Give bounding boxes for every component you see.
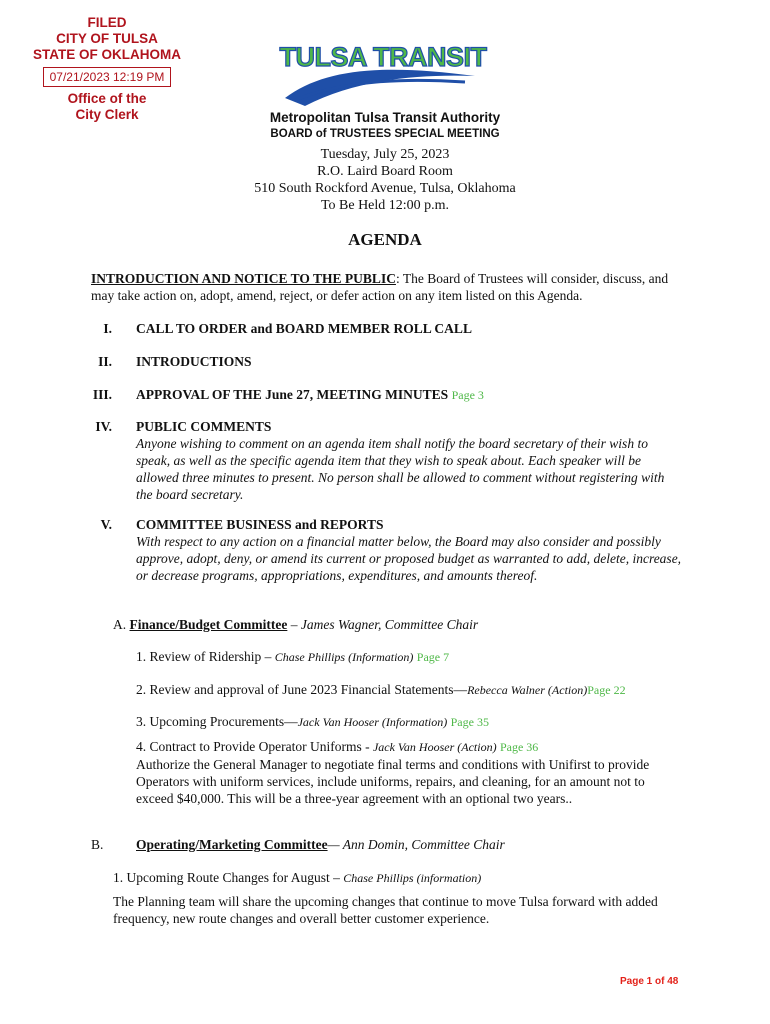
sub-item-description: Authorize the General Manager to negotiate final terms and conditions with Unifirst to provide Operators with uniform services, include uniforms, repairs, and cleaning, for an amount not to exceed $40,000. This will be a three-year agreement with an optional two years.. bbox=[136, 757, 650, 806]
intro-text: : The Board of Trustees will consider, discuss, and may take action on, adopt, amend, reject, or defer action on any item listed on this Agenda. bbox=[91, 271, 669, 303]
item-note: With respect to any action on a financial matter below, the Board may also consider and possibly approve, adopt, deny, or amend its current or proposed budget as warranted to add, delete, increase, or decrease programs, appropriations, expenditures, and amounts thereof. bbox=[136, 534, 682, 583]
page-reference-link[interactable]: Page 35 bbox=[450, 715, 489, 729]
page-number: Page 1 of 48 bbox=[620, 976, 679, 987]
item-number: IV. bbox=[95, 419, 112, 434]
item-number: I. bbox=[103, 321, 112, 336]
presenter: Rebecca Walner (Action) bbox=[467, 683, 588, 697]
sub-item-text: 4. Contract to Provide Operator Uniforms - bbox=[136, 739, 373, 754]
tulsa-transit-logo bbox=[265, 40, 505, 110]
filing-stamp bbox=[18, 15, 196, 123]
committee-letter: B. bbox=[91, 837, 104, 852]
meeting-room: R.O. Laird Board Room bbox=[317, 164, 453, 179]
stamp-filed: FILED bbox=[87, 15, 127, 30]
stamp-city: CITY OF TULSA bbox=[56, 31, 158, 46]
committee-chair: – James Wagner, Committee Chair bbox=[287, 617, 479, 632]
sub-item-text: 2. Review and approval of June 2023 Financial Statements— bbox=[136, 682, 468, 697]
item-title: INTRODUCTIONS bbox=[136, 354, 252, 369]
committee-name: Finance/Budget Committee bbox=[129, 617, 288, 632]
committee-name: Operating/Marketing Committee bbox=[136, 837, 328, 852]
item-number: II. bbox=[98, 354, 112, 369]
committee-b-item-1 bbox=[113, 869, 481, 887]
committee-a-item-2 bbox=[136, 681, 626, 699]
committee-a-item-4 bbox=[136, 738, 681, 807]
agenda-title: AGENDA bbox=[348, 230, 422, 249]
item-note: Anyone wishing to comment on an agenda item shall notify the board secretary of their wish to speak, as well as the specific agenda item that they wish to speak about. Each speaker will be allowed three minutes to present. No person shall be allowed to comment without registering with the board secretary. bbox=[136, 436, 665, 502]
committee-letter: A. bbox=[113, 617, 127, 632]
stamp-state: STATE OF OKLAHOMA bbox=[33, 47, 181, 62]
item-number: V. bbox=[100, 517, 112, 532]
stamp-datetime: 07/21/2023 12:19 PM bbox=[43, 67, 172, 87]
meeting-address: 510 South Rockford Avenue, Tulsa, Oklahoma bbox=[254, 181, 516, 196]
meeting-date: Tuesday, July 25, 2023 bbox=[320, 147, 450, 162]
item-number: III. bbox=[92, 387, 112, 402]
org-name: Metropolitan Tulsa Transit Authority bbox=[269, 110, 501, 125]
committee-b-heading bbox=[91, 836, 681, 853]
presenter: Jack Van Hooser (Action) bbox=[372, 740, 497, 754]
page-reference-link[interactable]: Page 36 bbox=[499, 740, 539, 754]
intro-notice bbox=[91, 270, 685, 304]
sub-item-text: 3. Upcoming Procurements— bbox=[136, 714, 298, 729]
intro-label: INTRODUCTION AND NOTICE TO THE PUBLIC bbox=[91, 271, 396, 286]
presenter: Chase Phillips (Information) bbox=[274, 650, 414, 664]
sub-item-text: 1. Upcoming Route Changes for August – bbox=[113, 870, 344, 885]
item-title: CALL TO ORDER and BOARD MEMBER ROLL CALL bbox=[136, 321, 472, 336]
item-title: COMMITTEE BUSINESS and REPORTS bbox=[136, 517, 384, 532]
meeting-time: To Be Held 12:00 p.m. bbox=[320, 198, 450, 213]
sub-item-text: 1. Review of Ridership – bbox=[136, 649, 275, 664]
committee-a-item-1 bbox=[136, 648, 449, 666]
committee-a-heading bbox=[113, 616, 683, 633]
page-reference-link[interactable]: Page 3 bbox=[451, 388, 484, 402]
item-title: APPROVAL OF THE June 27, MEETING MINUTES bbox=[136, 387, 449, 402]
committee-a-item-3 bbox=[136, 713, 489, 731]
page-reference-link[interactable]: Page 22 bbox=[587, 683, 626, 697]
stamp-office-line2: City Clerk bbox=[75, 107, 139, 122]
committee-b-item-1-description: The Planning team will share the upcoming changes that continue to move Tulsa forward with added frequency, new route changes and overall better customer experience. bbox=[113, 894, 658, 926]
meeting-title: BOARD of TRUSTEES SPECIAL MEETING bbox=[270, 128, 500, 140]
logo-text: TULSA TRANSIT bbox=[279, 42, 487, 72]
page-reference-link[interactable]: Page 7 bbox=[416, 650, 450, 664]
presenter: Jack Van Hooser (Information) bbox=[297, 715, 448, 729]
presenter: Chase Phillips (information) bbox=[343, 871, 482, 885]
item-title: PUBLIC COMMENTS bbox=[136, 419, 272, 434]
stamp-office-line1: Office of the bbox=[67, 91, 147, 106]
committee-chair: — Ann Domin, Committee Chair bbox=[327, 837, 505, 852]
